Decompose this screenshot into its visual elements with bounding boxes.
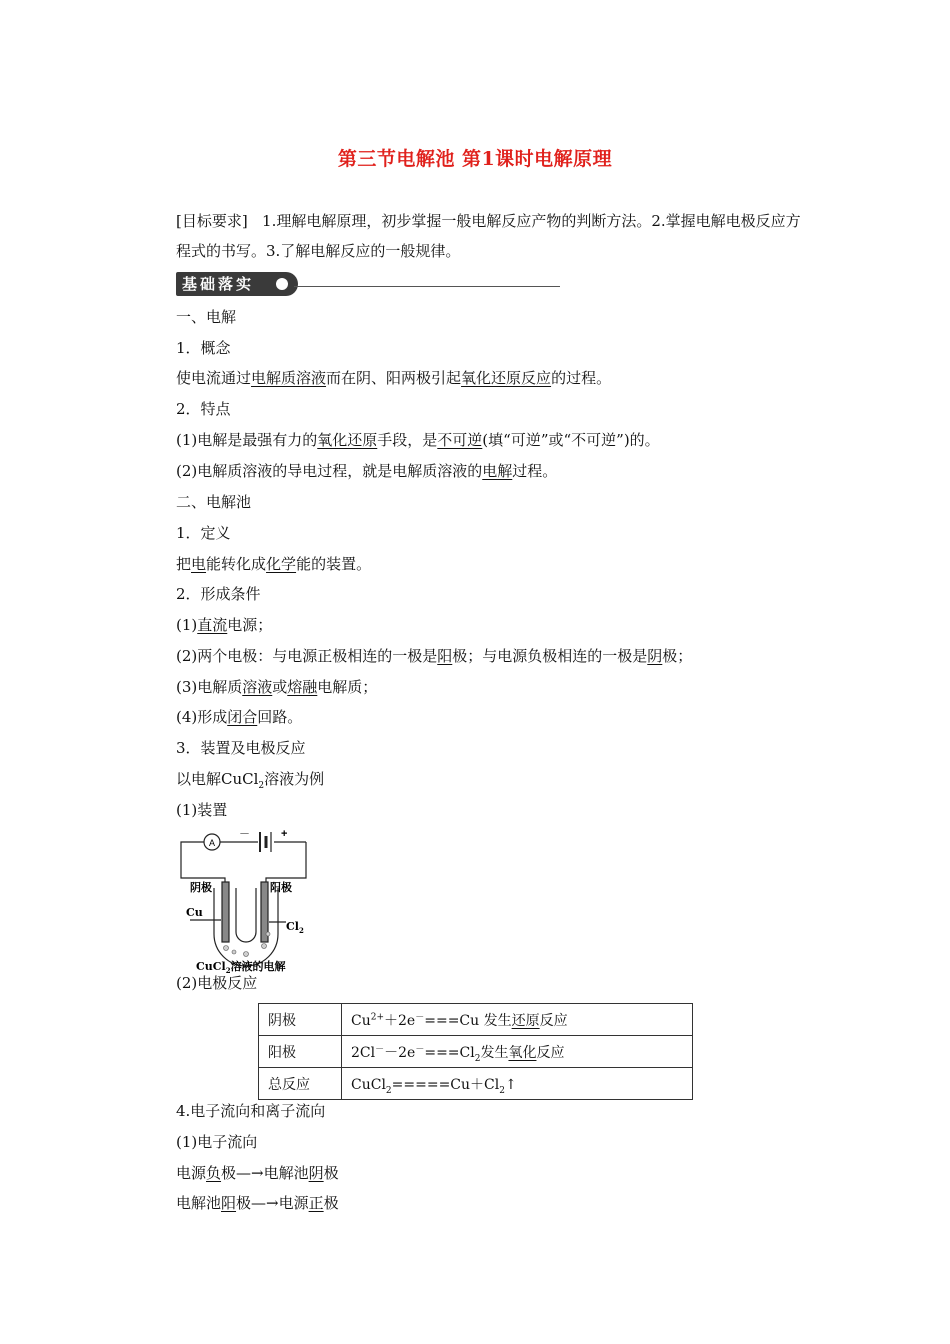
cell-overall-reaction (342, 1068, 693, 1100)
subscript: 2 (225, 966, 231, 974)
table-row (259, 1036, 693, 1068)
answer-blank: 电 (191, 555, 207, 573)
text: 极 (323, 1194, 339, 1212)
text: 手段，是 (377, 431, 438, 449)
text: 极—→电源 (236, 1194, 309, 1212)
conditions-heading: 2．形成条件 (176, 585, 261, 603)
text: 电源 (176, 1164, 207, 1182)
answer-blank: 氧化还原 (317, 431, 378, 449)
cell-anode-reaction (342, 1036, 693, 1068)
electron-flow-line-2 (176, 1193, 339, 1213)
text: 使电流通过 (176, 369, 252, 387)
text: 极；与电源负极相连的一极是 (452, 647, 648, 665)
text: 的过程。 (551, 369, 612, 387)
feature-line-1 (176, 430, 660, 450)
condition-2 (176, 646, 692, 666)
concept-heading: 1．概念 (176, 339, 231, 357)
text: (2)电解质溶液的导电过程，就是电解质溶液的 (176, 462, 483, 480)
text: (1)电解是最强有力的 (176, 431, 318, 449)
answer-blank: 阳 (221, 1194, 237, 1212)
text: (4)形成 (176, 708, 228, 726)
banner-label: 基础落实 (176, 272, 298, 296)
text: 溶液为例 (264, 770, 325, 788)
banner-dot-icon (276, 278, 288, 290)
text: ＋2e (384, 1012, 416, 1029)
subscript: 2 (298, 926, 304, 935)
goal-label: [目标要求] (176, 212, 248, 230)
answer-blank: 不可逆 (437, 431, 483, 449)
text: 电解质； (317, 678, 378, 696)
example-line (176, 769, 324, 789)
superscript: 2+ (370, 1011, 385, 1022)
banner-divider (294, 286, 560, 287)
heading-electrolysis: 一、电解 (176, 308, 237, 326)
cathode-label: 阴极 (190, 881, 212, 894)
condition-1 (176, 615, 272, 635)
minus-label: － (239, 828, 250, 840)
answer-blank: 直流 (197, 616, 228, 634)
text: 反应 (539, 1012, 568, 1029)
electron-flow-heading: (1)电子流向 (176, 1133, 258, 1151)
plus-label: + (281, 828, 288, 840)
answer-blank: 熔融 (287, 678, 318, 696)
goal-text: 1.理解电解原理，初步掌握一般电解反应产物的判断方法。2.掌握电解电极反应方程式的书写。3.了解电解反应的一般规律。 (176, 212, 801, 260)
text: Cl (286, 920, 299, 933)
text: =====Cu＋Cl (391, 1076, 500, 1093)
text: ===Cl (424, 1044, 475, 1061)
text: 过程。 (512, 462, 558, 480)
table-row (259, 1068, 693, 1100)
heading-electrolytic-cell: 二、电解池 (176, 493, 252, 511)
condition-3 (176, 677, 377, 697)
answer-blank: 电解质溶液 (251, 369, 327, 387)
text: 发生 (480, 1044, 509, 1061)
text: 极； (662, 647, 693, 665)
diagram-caption (196, 959, 287, 974)
flow-heading: 4.电子流向和离子流向 (176, 1102, 326, 1120)
text: 溶液的电解 (230, 960, 286, 973)
bubble (266, 932, 270, 936)
superscript: － (375, 1043, 385, 1054)
text: (1) (176, 616, 198, 634)
subscript: 2 (474, 1053, 481, 1064)
definition-line (176, 554, 371, 574)
text: 电解池 (176, 1194, 222, 1212)
text: 而在阴、阳两极引起 (326, 369, 462, 387)
text: 极 (323, 1164, 339, 1182)
answer-blank: 负 (206, 1164, 222, 1182)
concept-line (176, 368, 611, 388)
text: (3)电解质 (176, 678, 243, 696)
text: ===Cu 发生 (424, 1012, 512, 1029)
answer-blank: 氧化还原反应 (461, 369, 552, 387)
definition-heading: 1．定义 (176, 524, 231, 542)
electrode-reaction-table (258, 1003, 693, 1100)
cl2-label (286, 920, 304, 935)
text: ↑ (504, 1076, 517, 1093)
bubble (262, 944, 267, 949)
cell-cathode-reaction (342, 1004, 693, 1036)
text: 把 (176, 555, 192, 573)
answer-blank: 闭合 (227, 708, 258, 726)
cathode-electrode (222, 882, 229, 942)
feature-heading: 2．特点 (176, 400, 231, 418)
u-tube-inner (236, 888, 256, 942)
text: 能的装置。 (296, 555, 372, 573)
text: 回路。 (257, 708, 303, 726)
text: 能转化成 (206, 555, 267, 573)
answer-blank: 电解 (482, 462, 513, 480)
answer-blank: 正 (308, 1194, 324, 1212)
text: (填“可逆”或“不可逆”)的。 (482, 431, 660, 449)
cu-label: Cu (186, 906, 203, 919)
text: CuCl (196, 960, 226, 973)
reaction-heading: (2)电极反应 (176, 974, 258, 992)
cell-cathode: 阴极 (259, 1004, 342, 1036)
text: 或 (272, 678, 288, 696)
text: 反应 (536, 1044, 565, 1061)
text: (2)两个电极：与电源正极相连的一极是 (176, 647, 438, 665)
device-heading: 3．装置及电极反应 (176, 739, 306, 757)
answer-blank: 氧化 (508, 1044, 537, 1061)
table-row (259, 1004, 693, 1036)
answer-blank: 还原 (511, 1012, 540, 1029)
section-banner (176, 272, 560, 298)
subscript: 2 (258, 781, 265, 791)
condition-4 (176, 707, 302, 727)
text: 极—→电解池 (221, 1164, 309, 1182)
text: CuCl (351, 1076, 386, 1093)
text: 电源； (227, 616, 273, 634)
bubble (224, 946, 229, 951)
text: Cu (351, 1012, 371, 1029)
subscript: 2 (385, 1085, 392, 1096)
subscript: 2 (499, 1085, 505, 1096)
goal-paragraph (176, 206, 812, 266)
answer-blank: 化学 (266, 555, 297, 573)
bubble (244, 952, 249, 957)
answer-blank: 阴 (308, 1164, 324, 1182)
superscript: － (415, 1011, 425, 1022)
electrolysis-diagram (176, 826, 316, 974)
page-title: 第三节电解池 第1课时电解原理 (337, 148, 613, 170)
superscript: － (415, 1043, 425, 1054)
text: 2Cl (351, 1044, 376, 1061)
device-label: (1)装置 (176, 801, 228, 819)
answer-blank: 阴 (647, 647, 663, 665)
cell-overall: 总反应 (259, 1068, 342, 1100)
text: 以电解CuCl (176, 770, 259, 788)
feature-line-2 (176, 461, 557, 481)
answer-blank: 溶液 (242, 678, 273, 696)
ammeter-label: A (208, 838, 216, 848)
bubble (232, 950, 236, 954)
text: －2e (384, 1044, 416, 1061)
cell-anode: 阳极 (259, 1036, 342, 1068)
electron-flow-line-1 (176, 1163, 339, 1183)
anode-label: 阳极 (270, 881, 292, 894)
answer-blank: 阳 (437, 647, 453, 665)
